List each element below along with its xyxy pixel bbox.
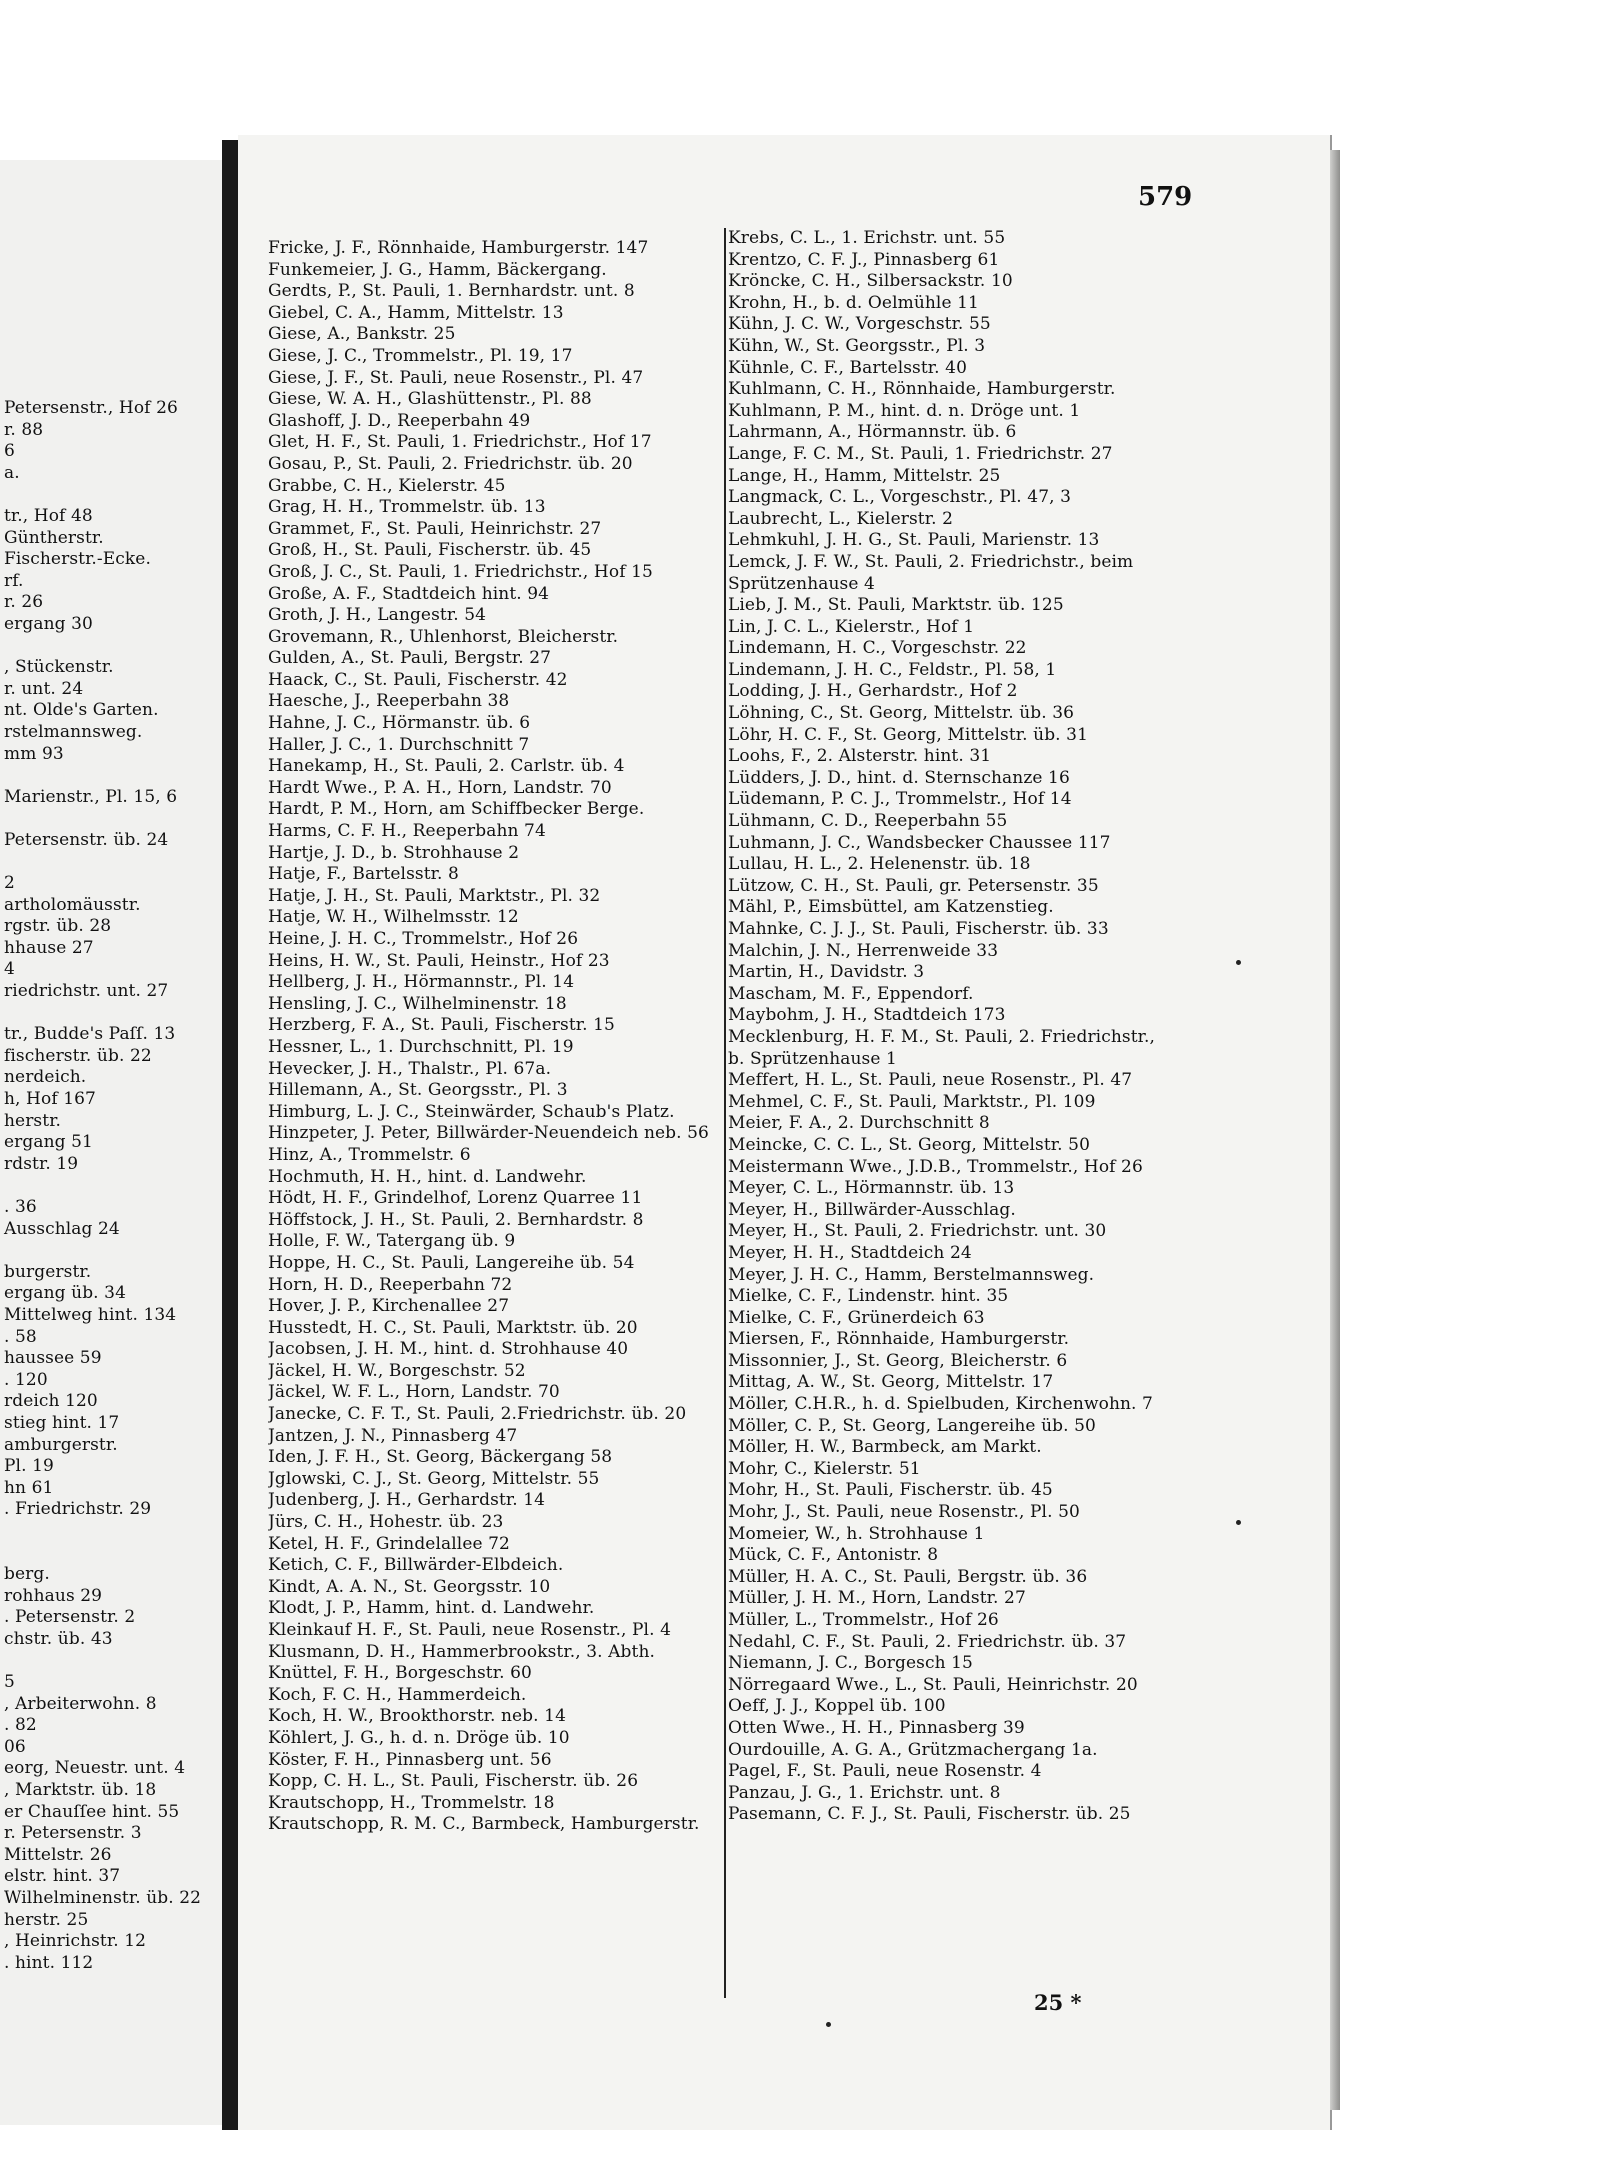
directory-entry: Grammet, F., St. Pauli, Heinrichstr. 27 <box>268 518 602 539</box>
left-entry: haussee 59 <box>4 1348 102 1369</box>
left-entry: a. <box>4 462 20 483</box>
directory-entry: Otten Wwe., H. H., Pinnasberg 39 <box>728 1717 1025 1738</box>
left-entry: nerdeich. <box>4 1067 87 1088</box>
directory-entry: Hödt, H. F., Grindelhof, Lorenz Quarree 11 <box>268 1188 643 1209</box>
left-column <box>0 398 216 1974</box>
left-entry: berg. <box>4 1564 50 1585</box>
directory-entry: Gerdts, P., St. Pauli, 1. Bernhardstr. unt. 8 <box>268 281 635 302</box>
directory-entry: Hardt, P. M., Horn, am Schiffbecker Berge. <box>268 799 645 820</box>
right-column <box>728 228 1328 1826</box>
directory-entry: Heine, J. H. C., Trommelstr., Hof 26 <box>268 929 579 949</box>
left-entry: 06 <box>4 1736 26 1757</box>
directory-entry: Möller, C. P., St. Georg, Langereihe üb. 50 <box>728 1415 1096 1436</box>
directory-entry: Große, A. F., Stadtdeich hint. 94 <box>268 583 550 604</box>
left-entry: artholomäusstr. <box>4 894 141 915</box>
left-entry: Marienstr., Pl. 15, 6 <box>4 786 178 807</box>
directory-entry: Höffstock, J. H., St. Pauli, 2. Bernhardstr. 8 <box>268 1209 644 1230</box>
left-entry: 5 <box>4 1672 15 1693</box>
directory-entry: Kühn, W., St. Georgsstr., Pl. 3 <box>728 335 986 356</box>
directory-entry: Giese, W. A. H., Glashüttenstr., Pl. 88 <box>268 389 592 410</box>
directory-entry: Niemann, J. C., Borgesch 15 <box>728 1653 973 1674</box>
book-gutter <box>222 140 238 2130</box>
left-entry: , Heinrichstr. 12 <box>4 1931 147 1952</box>
directory-entry: Gosau, P., St. Pauli, 2. Friedrichstr. üb. 20 <box>268 453 633 474</box>
left-entry: herstr. <box>4 1110 62 1131</box>
left-entry: r. Petersenstr. 3 <box>4 1823 142 1844</box>
left-entry: rdeich 120 <box>4 1391 98 1412</box>
directory-entry: Mielke, C. F., Grünerdeich 63 <box>728 1307 985 1328</box>
left-entry: eorg, Neuestr. unt. 4 <box>4 1758 186 1779</box>
directory-entry: Giebel, C. A., Hamm, Mittelstr. 13 <box>268 302 564 323</box>
directory-entry: Holle, F. W., Tatergang üb. 9 <box>268 1231 516 1252</box>
directory-entry: Klodt, J. P., Hamm, hint. d. Landwehr. <box>268 1598 595 1619</box>
directory-entry: Iden, J. F. H., St. Georg, Bäckergang 58 <box>268 1447 613 1468</box>
directory-entry: Meincke, C. C. L., St. Georg, Mittelstr. 50 <box>728 1134 1090 1155</box>
directory-entry: Lin, J. C. L., Kielerstr., Hof 1 <box>728 616 975 637</box>
directory-entry: Löhning, C., St. Georg, Mittelstr. üb. 36 <box>728 703 1075 724</box>
directory-entry: Grovemann, R., Uhlenhorst, Bleicherstr. <box>268 626 619 647</box>
left-entry: hhause 27 <box>4 937 94 958</box>
left-entry: . 58 <box>4 1326 37 1347</box>
left-entry: . 82 <box>4 1715 37 1736</box>
left-entry: fischerstr. üb. 22 <box>4 1045 152 1066</box>
left-entry: Fischerstr.-Ecke. <box>4 549 151 570</box>
directory-entry: Giese, J. F., St. Pauli, neue Rosenstr., Pl. 47 <box>268 367 644 388</box>
directory-entry: Giese, A., Bankstr. 25 <box>268 324 456 345</box>
directory-entry: Lehmkuhl, J. H. G., St. Pauli, Marienstr. 13 <box>728 530 1100 551</box>
directory-entry: Grag, H. H., Trommelstr. üb. 13 <box>268 497 546 518</box>
left-entry: mm 93 <box>4 743 64 764</box>
directory-entry: Laubrecht, L., Kielerstr. 2 <box>728 508 954 529</box>
directory-entry: Meyer, H., St. Pauli, 2. Friedrichstr. unt. 30 <box>728 1221 1107 1242</box>
left-entry <box>0 1240 216 1262</box>
directory-entry: Jürs, C. H., Hohestr. üb. 23 <box>268 1512 504 1533</box>
directory-entry: Möller, H. W., Barmbeck, am Markt. <box>728 1437 1042 1458</box>
directory-entry: Hatje, F., Bartelsstr. 8 <box>268 864 459 885</box>
directory-entry: Jäckel, H. W., Borgeschstr. 52 <box>268 1360 526 1381</box>
left-entry: . 120 <box>4 1369 48 1390</box>
left-entry <box>0 808 216 830</box>
left-entry: rstelmannsweg. <box>4 721 143 742</box>
left-entry: , Arbeiterwohn. 8 <box>4 1693 157 1714</box>
left-entry: amburgerstr. <box>4 1434 118 1455</box>
left-entry: rdstr. 19 <box>4 1153 79 1174</box>
directory-entry: Meyer, H., Billwärder-Ausschlag. <box>728 1199 1016 1220</box>
directory-entry: Lodding, J. H., Gerhardstr., Hof 2 <box>728 681 1018 702</box>
directory-entry: Kleinkauf H. F., St. Pauli, neue Rosenstr., Pl. 4 <box>268 1620 671 1640</box>
directory-entry: Momeier, W., h. Strohhause 1 <box>728 1523 985 1544</box>
directory-entry: Kopp, C. H. L., St. Pauli, Fischerstr. üb. 26 <box>268 1771 639 1792</box>
directory-entry: Ketel, H. F., Grindelallee 72 <box>268 1533 510 1554</box>
left-entry: Ausschlag 24 <box>4 1218 120 1239</box>
directory-entry: Krohn, H., b. d. Oelmühle 11 <box>728 292 979 313</box>
directory-entry: Hinzpeter, J. Peter, Billwärder-Neuendeich neb. 56 <box>268 1123 709 1144</box>
ink-speck <box>1236 960 1241 965</box>
left-entry: rf. <box>4 570 24 591</box>
left-entry <box>0 1003 216 1025</box>
directory-entry: Kröncke, C. H., Silbersackstr. 10 <box>728 271 1013 292</box>
directory-entry: Nörregaard Wwe., L., St. Pauli, Heinrichstr. 20 <box>728 1674 1138 1695</box>
directory-entry: Lange, H., Hamm, Mittelstr. 25 <box>728 465 1001 486</box>
directory-entry: Himburg, L. J. C., Steinwärder, Schaub's Platz. <box>268 1101 675 1122</box>
left-entry: tr., Budde's Paſſ. 13 <box>4 1024 176 1045</box>
middle-column <box>268 238 730 1836</box>
directory-entry: Hardt Wwe., P. A. H., Horn, Landstr. 70 <box>268 777 612 798</box>
directory-entry: Fricke, J. F., Rönnhaide, Hamburgerstr. 147 <box>268 238 649 258</box>
directory-entry: Mohr, J., St. Pauli, neue Rosenstr., Pl. 50 <box>728 1502 1080 1523</box>
directory-entry: Lange, F. C. M., St. Pauli, 1. Friedrichstr. 27 <box>728 443 1113 464</box>
left-entry: . Petersenstr. 2 <box>4 1607 136 1628</box>
directory-entry: Pasemann, C. F. J., St. Pauli, Fischerstr. üb. 25 <box>728 1804 1131 1825</box>
left-entry: riedrichstr. unt. 27 <box>4 981 169 1002</box>
column-divider <box>724 228 726 1998</box>
directory-entry: Ourdouille, A. G. A., Grützmachergang 1a. <box>728 1739 1098 1760</box>
left-entry: Petersenstr. üb. 24 <box>4 829 169 850</box>
left-entry: 6 <box>4 441 15 462</box>
ink-speck <box>826 2022 831 2027</box>
left-entry: burgerstr. <box>4 1261 92 1282</box>
directory-entry: b. Sprützenhause 1 <box>728 1048 897 1069</box>
directory-entry: Miersen, F., Rönnhaide, Hamburgerstr. <box>728 1329 1070 1350</box>
directory-entry: Maybohm, J. H., Stadtdeich 173 <box>728 1005 1006 1026</box>
directory-entry: Groß, H., St. Pauli, Fischerstr. üb. 45 <box>268 540 592 561</box>
left-entry: Mittelstr. 26 <box>4 1844 112 1865</box>
directory-entry: Hatje, J. H., St. Pauli, Marktstr., Pl. 32 <box>268 885 601 906</box>
directory-entry: Knüttel, F. H., Borgeschstr. 60 <box>268 1663 532 1684</box>
directory-entry: Mittag, A. W., St. Georg, Mittelstr. 17 <box>728 1372 1054 1393</box>
directory-entry: Mascham, M. F., Eppendorf. <box>728 983 974 1004</box>
page-number: 579 <box>1138 182 1193 212</box>
directory-entry: Müller, L., Trommelstr., Hof 26 <box>728 1610 999 1630</box>
directory-entry: Malchin, J. N., Herrenweide 33 <box>728 940 999 961</box>
directory-entry: Mück, C. F., Antonistr. 8 <box>728 1545 939 1566</box>
directory-entry: Kuhlmann, C. H., Rönnhaide, Hamburgerstr. <box>728 379 1116 400</box>
directory-entry: Hover, J. P., Kirchenallee 27 <box>268 1296 510 1317</box>
left-entry <box>0 636 216 658</box>
directory-entry: Sprützenhause 4 <box>728 573 875 594</box>
directory-entry: Husstedt, H. C., St. Pauli, Marktstr. üb. 20 <box>268 1317 638 1338</box>
left-page-fragment <box>0 160 225 2125</box>
directory-entry: Meyer, J. H. C., Hamm, Berstelmannsweg. <box>728 1264 1095 1285</box>
directory-entry: Hochmuth, H. H., hint. d. Landwehr. <box>268 1166 587 1187</box>
directory-entry: Hinz, A., Trommelstr. 6 <box>268 1144 471 1165</box>
directory-entry: Krebs, C. L., 1. Erichstr. unt. 55 <box>728 228 1006 248</box>
left-entry: elstr. hint. 37 <box>4 1866 121 1887</box>
directory-entry: Koch, H. W., Brookthorstr. neb. 14 <box>268 1706 566 1727</box>
left-entry <box>0 1521 216 1543</box>
directory-entry: Kuhlmann, P. M., hint. d. n. Dröge unt. 1 <box>728 400 1081 421</box>
left-entry: Petersenstr., Hof 26 <box>4 398 178 418</box>
directory-entry: Giese, J. C., Trommelstr., Pl. 19, 17 <box>268 345 573 366</box>
directory-entry: Grabbe, C. H., Kielerstr. 45 <box>268 475 506 496</box>
directory-entry: Herzberg, F. A., St. Pauli, Fischerstr. 15 <box>268 1015 615 1036</box>
directory-entry: Lindemann, J. H. C., Feldstr., Pl. 58, 1 <box>728 659 1057 680</box>
left-entry: . Friedrichstr. 29 <box>4 1499 152 1520</box>
left-entry: . 36 <box>4 1196 37 1217</box>
directory-entry: Haack, C., St. Pauli, Fischerstr. 42 <box>268 669 568 690</box>
directory-entry: Müller, J. H. M., Horn, Landstr. 27 <box>728 1588 1026 1609</box>
directory-entry: Hellberg, J. H., Hörmannstr., Pl. 14 <box>268 972 575 993</box>
left-entry: Pl. 19 <box>4 1456 54 1477</box>
directory-entry: Haller, J. C., 1. Durchschnitt 7 <box>268 734 530 755</box>
directory-entry: Mohr, H., St. Pauli, Fischerstr. üb. 45 <box>728 1480 1053 1501</box>
directory-entry: Mehmel, C. F., St. Pauli, Marktstr., Pl. 109 <box>728 1091 1096 1112</box>
directory-entry: Glashoff, J. D., Reeperbahn 49 <box>268 410 531 431</box>
directory-entry: Kühnle, C. F., Bartelsstr. 40 <box>728 357 968 378</box>
directory-entry: Hessner, L., 1. Durchschnitt, Pl. 19 <box>268 1036 574 1057</box>
directory-entry: Hahne, J. C., Hörmanstr. üb. 6 <box>268 713 531 734</box>
directory-entry: Jglowski, C. J., St. Georg, Mittelstr. 55 <box>268 1468 600 1489</box>
directory-entry: Meyer, C. L., Hörmannstr. üb. 13 <box>728 1178 1015 1199</box>
left-entry: hn 61 <box>4 1477 54 1498</box>
directory-entry: Köster, F. H., Pinnasberg unt. 56 <box>268 1749 552 1770</box>
left-entry: rgstr. üb. 28 <box>4 916 112 937</box>
directory-entry: Hatje, W. H., Wilhelmsstr. 12 <box>268 907 519 928</box>
directory-entry: Lahrmann, A., Hörmannstr. üb. 6 <box>728 422 1017 443</box>
left-entry: 2 <box>4 873 15 894</box>
directory-entry: Hillemann, A., St. Georgsstr., Pl. 3 <box>268 1080 568 1101</box>
left-entry <box>0 765 216 787</box>
directory-entry: Mähl, P., Eimsbüttel, am Katzenstieg. <box>728 897 1054 918</box>
directory-entry: Mahnke, C. J. J., St. Pauli, Fischerstr. üb. 33 <box>728 919 1109 939</box>
directory-entry: Panzau, J. G., 1. Erichstr. unt. 8 <box>728 1782 1001 1803</box>
left-entry: h, Hof 167 <box>4 1089 96 1109</box>
directory-entry: Nedahl, C. F., St. Pauli, 2. Friedrichstr. üb. 37 <box>728 1631 1127 1652</box>
left-entry: , Marktstr. üb. 18 <box>4 1780 157 1800</box>
directory-entry: Lemck, J. F. W., St. Pauli, 2. Friedrichstr., beim <box>728 551 1134 572</box>
left-entry: herstr. 25 <box>4 1909 89 1930</box>
ink-speck <box>1236 1520 1241 1525</box>
directory-entry: Lüdders, J. D., hint. d. Sternschanze 16 <box>728 767 1070 788</box>
left-entry <box>0 1650 216 1672</box>
directory-entry: Krentzo, C. F. J., Pinnasberg 61 <box>728 249 1000 270</box>
directory-entry: Glet, H. F., St. Pauli, 1. Friedrichstr., Hof 17 <box>268 432 652 453</box>
directory-entry: Möller, C.H.R., h. d. Spielbuden, Kirchenwohn. 7 <box>728 1394 1153 1415</box>
left-entry: r. 26 <box>4 592 44 613</box>
directory-entry: Gulden, A., St. Pauli, Bergstr. 27 <box>268 648 552 669</box>
left-entry <box>0 1175 216 1197</box>
directory-entry: Lieb, J. M., St. Pauli, Marktstr. üb. 125 <box>728 595 1064 616</box>
directory-entry: Hanekamp, H., St. Pauli, 2. Carlstr. üb. 4 <box>268 756 625 777</box>
left-entry: 4 <box>4 959 15 980</box>
left-entry: Güntherstr. <box>4 527 104 548</box>
directory-entry: Mohr, C., Kielerstr. 51 <box>728 1458 921 1479</box>
directory-entry: Jacobsen, J. H. M., hint. d. Strohhause 40 <box>268 1339 629 1360</box>
directory-entry: Hoppe, H. C., St. Pauli, Langereihe üb. 54 <box>268 1252 635 1273</box>
left-entry: Mittelweg hint. 134 <box>4 1304 177 1325</box>
directory-entry: Mielke, C. F., Lindenstr. hint. 35 <box>728 1286 1009 1307</box>
left-entry <box>0 851 216 873</box>
directory-entry: Kindt, A. A. N., St. Georgsstr. 10 <box>268 1576 551 1597</box>
left-entry: ergang 51 <box>4 1132 93 1153</box>
directory-entry: Funkemeier, J. G., Hamm, Bäckergang. <box>268 259 607 280</box>
directory-entry: Kühn, J. C. W., Vorgeschstr. 55 <box>728 314 991 335</box>
left-entry: ergang 30 <box>4 613 93 634</box>
left-entry: Wilhelminenstr. üb. 22 <box>4 1887 202 1908</box>
directory-entry: Krautschopp, H., Trommelstr. 18 <box>268 1792 555 1813</box>
left-entry: tr., Hof 48 <box>4 505 93 526</box>
directory-entry: Meffert, H. L., St. Pauli, neue Rosenstr., Pl. 47 <box>728 1070 1133 1091</box>
directory-entry: Hartje, J. D., b. Strohhause 2 <box>268 842 520 863</box>
directory-entry: Oeff, J. J., Koppel üb. 100 <box>728 1696 946 1717</box>
directory-entry: Lullau, H. L., 2. Helenenstr. üb. 18 <box>728 854 1031 875</box>
directory-entry: Groß, J. C., St. Pauli, 1. Friedrichstr., Hof 15 <box>268 561 653 582</box>
directory-entry: Lützow, C. H., St. Pauli, gr. Petersenstr. 35 <box>728 875 1099 896</box>
directory-entry: Müller, H. A. C., St. Pauli, Bergstr. üb. 36 <box>728 1566 1088 1587</box>
directory-entry: Meier, F. A., 2. Durchschnitt 8 <box>728 1113 990 1134</box>
directory-entry: Langmack, C. L., Vorgeschstr., Pl. 47, 3 <box>728 487 1072 508</box>
left-entry: rohhaus 29 <box>4 1585 103 1606</box>
directory-entry: Ketich, C. F., Billwärder-Elbdeich. <box>268 1555 564 1576</box>
directory-entry: Lüdemann, P. C. J., Trommelstr., Hof 14 <box>728 789 1072 810</box>
directory-entry: Meyer, H. H., Stadtdeich 24 <box>728 1242 972 1263</box>
directory-entry: Haesche, J., Reeperbahn 38 <box>268 691 510 712</box>
directory-entry: Horn, H. D., Reeperbahn 72 <box>268 1274 513 1295</box>
left-entry: er Chauſſee hint. 55 <box>4 1801 180 1822</box>
directory-entry: Groth, J. H., Langestr. 54 <box>268 605 487 626</box>
directory-entry: Jantzen, J. N., Pinnasberg 47 <box>268 1425 518 1446</box>
directory-entry: Hensling, J. C., Wilhelminenstr. 18 <box>268 993 567 1014</box>
left-entry: r. 88 <box>4 419 44 440</box>
directory-entry: Luhmann, J. C., Wandsbecker Chaussee 117 <box>728 832 1111 853</box>
directory-entry: Löhr, H. C. F., St. Georg, Mittelstr. üb. 31 <box>728 724 1089 745</box>
directory-entry: Krautschopp, R. M. C., Barmbeck, Hamburgerstr. <box>268 1814 700 1835</box>
directory-entry: Jäckel, W. F. L., Horn, Landstr. 70 <box>268 1382 560 1403</box>
directory-entry: Lühmann, C. D., Reeperbahn 55 <box>728 811 1008 832</box>
left-entry <box>0 1542 216 1564</box>
directory-entry: Lindemann, H. C., Vorgeschstr. 22 <box>728 638 1027 659</box>
left-entry: ergang üb. 34 <box>4 1283 127 1304</box>
directory-entry: Köhlert, J. G., h. d. n. Dröge üb. 10 <box>268 1727 570 1748</box>
directory-entry: Janecke, C. F. T., St. Pauli, 2.Friedrichstr. üb. 20 <box>268 1404 687 1425</box>
left-entry <box>0 484 216 506</box>
directory-entry: Klusmann, D. H., Hammerbrookstr., 3. Abth. <box>268 1641 655 1662</box>
directory-entry: Harms, C. F. H., Reeperbahn 74 <box>268 821 546 842</box>
directory-entry: Hevecker, J. H., Thalstr., Pl. 67a. <box>268 1058 552 1079</box>
directory-entry: Missonnier, J., St. Georg, Bleicherstr. 6 <box>728 1350 1068 1371</box>
directory-entry: Loohs, F., 2. Alsterstr. hint. 31 <box>728 746 992 767</box>
left-entry: , Stückenstr. <box>4 657 114 678</box>
directory-entry: Koch, F. C. H., Hammerdeich. <box>268 1684 527 1705</box>
left-entry: r. unt. 24 <box>4 678 84 699</box>
left-entry: . hint. 112 <box>4 1952 94 1973</box>
left-entry: nt. Olde's Garten. <box>4 700 159 721</box>
page-edge <box>1330 150 1340 2110</box>
directory-entry: Meistermann Wwe., J.D.B., Trommelstr., Hof 26 <box>728 1156 1143 1177</box>
left-entry: stieg hint. 17 <box>4 1412 120 1433</box>
directory-entry: Pagel, F., St. Pauli, neue Rosenstr. 4 <box>728 1761 1042 1782</box>
signature-mark: 25 * <box>1034 1990 1082 2015</box>
directory-entry: Mecklenburg, H. F. M., St. Pauli, 2. Friedrichstr., <box>728 1026 1155 1047</box>
directory-entry: Judenberg, J. H., Gerhardstr. 14 <box>268 1490 546 1511</box>
directory-entry: Heins, H. W., St. Pauli, Heinstr., Hof 23 <box>268 950 610 971</box>
left-entry: chstr. üb. 43 <box>4 1628 113 1649</box>
directory-entry: Martin, H., Davidstr. 3 <box>728 962 925 983</box>
